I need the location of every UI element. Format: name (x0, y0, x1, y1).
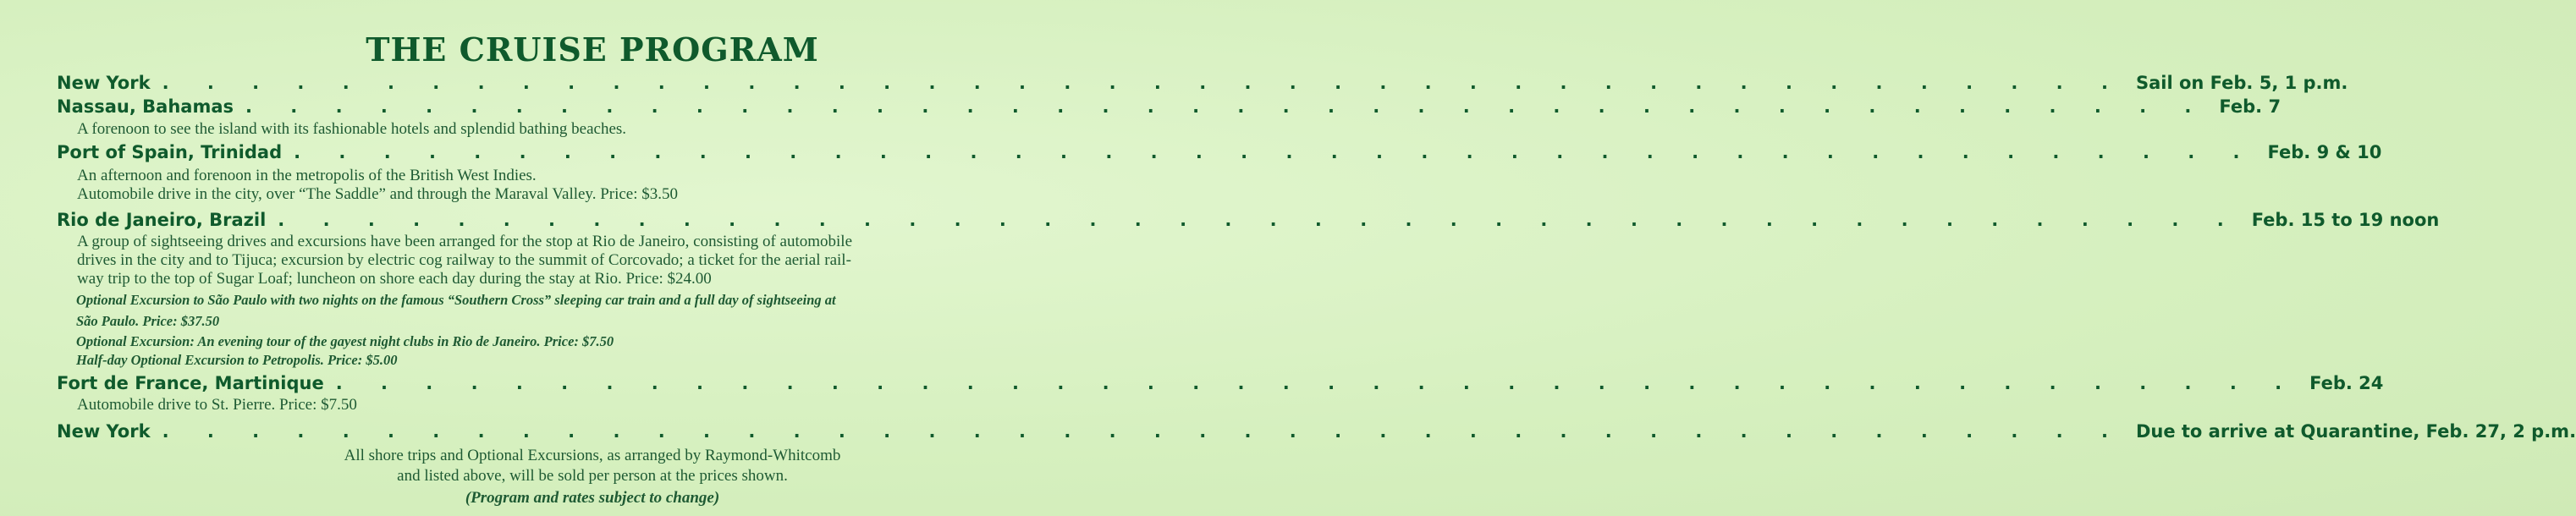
footer-note: All shore trips and Optional Excursions, as arranged by Raymond-Whitcomb (344, 447, 841, 464)
stop-description: A forenoon to see the island with its fashionable hotels and splendid bathing beaches. (77, 120, 627, 138)
itinerary-row-new-york-arrival (57, 421, 2576, 442)
leader-dots: . . . . . . . . . . . . . . . . . . . . . . . . . . . . . . . . . . . . . . . . . . . . (278, 210, 2240, 230)
footer-note: and listed above, will be sold per person at the prices shown. (397, 467, 788, 485)
date: Feb. 24 (2309, 373, 2384, 393)
footer-disclaimer: (Program and rates subject to change) (465, 489, 720, 507)
destination: Rio de Janeiro, Brazil (57, 210, 267, 230)
itinerary-row-nassau (57, 96, 2282, 117)
date: Due to arrive at Quarantine, Feb. 27, 2 p.m. (2135, 421, 2576, 442)
leader-dots: . . . . . . . . . . . . . . . . . . . . . . . . . . . . . . . . . . . . . . . . . . . . (162, 73, 2124, 93)
stop-description: A group of sightseeing drives and excursions have been arranged for the stop at Rio de Janeiro, consisting of automobile (77, 233, 852, 250)
itinerary-row-port-of-spain (57, 142, 2382, 162)
stop-description: An afternoon and forenoon in the metropolis of the British West Indies. (77, 167, 537, 184)
optional-excursion: São Paulo. Price: $37.50 (76, 313, 220, 329)
destination: Fort de France, Martinique (57, 373, 324, 393)
stop-description: way trip to the top of Sugar Loaf; luncheon on shore each day during the stay at Rio. Price: $24.00 (77, 270, 712, 288)
itinerary-row-new-york (57, 73, 2348, 93)
page-title: THE CRUISE PROGRAM (366, 30, 819, 69)
itinerary-row-fort-de-france (57, 373, 2384, 393)
date: Feb. 7 (2219, 96, 2282, 117)
leader-dots: . . . . . . . . . . . . . . . . . . . . . . . . . . . . . . . . . . . . . . . . . . . . (335, 373, 2298, 393)
itinerary-row-rio (57, 210, 2440, 230)
date: Sail on Feb. 5, 1 p.m. (2135, 73, 2348, 93)
date: Feb. 9 & 10 (2267, 142, 2382, 162)
leader-dots: . . . . . . . . . . . . . . . . . . . . . . . . . . . . . . . . . . . . . . . . . . . . (294, 142, 2256, 162)
optional-excursion: Half-day Optional Excursion to Petropolis. Price: $5.00 (76, 352, 398, 368)
destination: New York (57, 73, 151, 93)
destination: Port of Spain, Trinidad (57, 142, 283, 162)
destination: Nassau, Bahamas (57, 96, 234, 117)
stop-description: Automobile drive to St. Pierre. Price: $7.50 (77, 396, 357, 414)
optional-excursion: Optional Excursion to São Paulo with two nights on the famous “Southern Cross” sleeping car train and a full day of sightseeing at (76, 292, 836, 308)
leader-dots: . . . . . . . . . . . . . . . . . . . . . . . . . . . . . . . . . . . . . . . . . . . . (245, 96, 2208, 117)
leader-dots: . . . . . . . . . . . . . . . . . . . . . . . . . . . . . . . . . . . . . . . . . . . . (162, 421, 2124, 442)
stop-description: drives in the city and to Tijuca; excursion by electric cog railway to the summit of Corcovado; a ticket for the aerial rail- (77, 251, 851, 269)
date: Feb. 15 to 19 noon (2251, 210, 2440, 230)
destination: New York (57, 421, 151, 442)
stop-description: Automobile drive in the city, over “The Saddle” and through the Maraval Valley. Price: $3.50 (77, 185, 679, 203)
optional-excursion: Optional Excursion: An evening tour of the gayest night clubs in Rio de Janeiro. Price: $7.50 (76, 333, 614, 349)
